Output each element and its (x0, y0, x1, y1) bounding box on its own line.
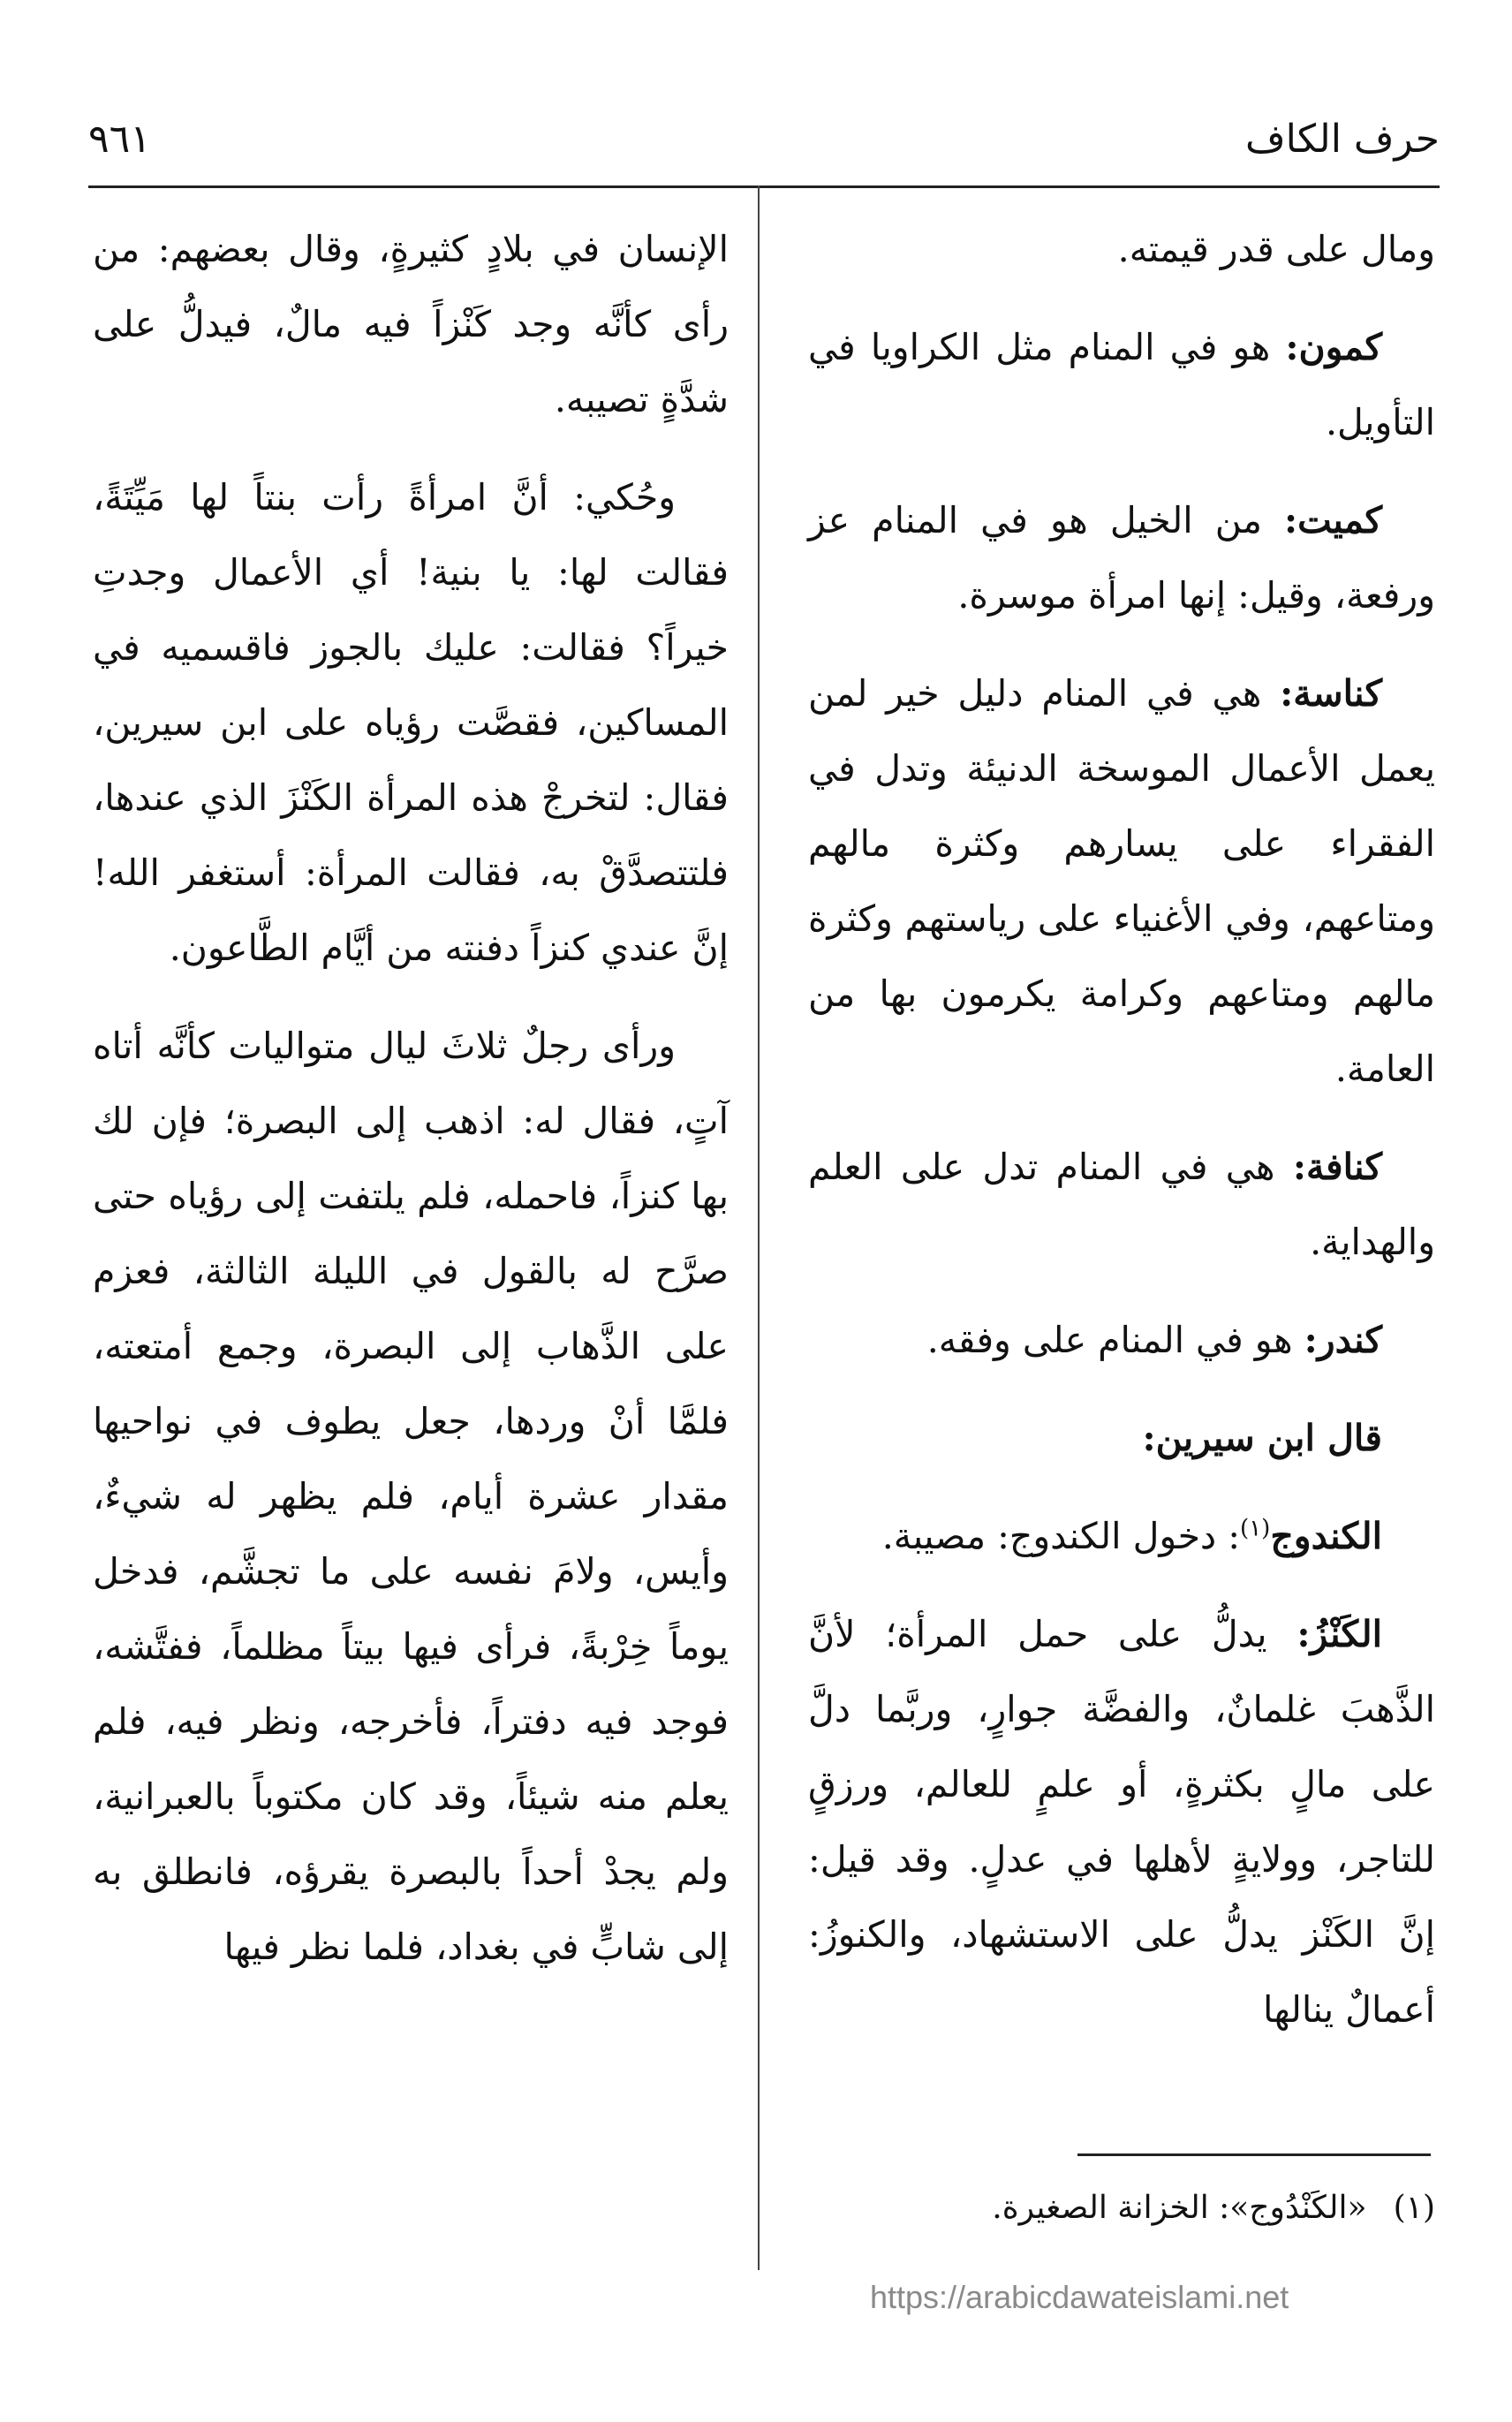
paragraph (93, 212, 729, 437)
entry-head: الكَنْزُ: (1297, 1613, 1382, 1655)
entry-text: هي في المنام تدل على العلم والهداية. (808, 1146, 1435, 1263)
entry-text: من الخيل هو في المنام عز ورفعة، وقيل: إنها امرأة موسرة. (808, 499, 1435, 617)
footnote-text: «الكَنْدُوج»: الخزانة الصغيرة. (992, 2190, 1367, 2226)
footnote-number: (١) (1393, 2190, 1435, 2226)
paragraph (808, 212, 1435, 287)
entry-head: كندر: (1304, 1319, 1382, 1361)
paragraph-text: وحُكي: أنَّ امرأةً رأت بنتاً لها مَيِّتَةً، فقالت لها: يا بنية! أي الأعمال وجدتِ خيراً؟ فقالت: عليك بالجوز فاقسميه في المساكين، فقصَّت رؤياه على ابن سيرين، فقال: لتخرجْ هذه المرأة الكَنْزَ الذي عندها، فلتتصدَّقْ به، فقالت المرأة: أستغفر الله! إنَّ عندي كنزاً دفنته من أيَّام الطَّاعون. (93, 476, 729, 969)
entry-head: كناسة: (1280, 672, 1382, 715)
entry-head: كمون: (1285, 326, 1382, 368)
paragraph-text: الإنسان في بلادٍ كثيرةٍ، وقال بعضهم: من رأى كأنَّه وجد كَنْزاً فيه مالٌ، فيدلُّ على شدَّةٍ تصيبه. (93, 228, 729, 420)
footnote (795, 2182, 1435, 2235)
entry-kanduj (808, 1499, 1435, 1574)
paragraph-text: ومال على قدر قيمته. (1117, 228, 1435, 270)
entry-kammun (808, 310, 1435, 460)
chapter-title: حرف الكاف (1244, 117, 1440, 162)
entry-kunafa (808, 1130, 1435, 1280)
header-rule (88, 185, 1440, 188)
entry-head: الكندوج (1270, 1515, 1382, 1557)
column-divider (758, 185, 760, 2270)
entry-kumait (808, 483, 1435, 633)
paragraph-text: ورأى رجلٌ ثلاثَ ليال متواليات كأنَّه أتاه آتٍ، فقال له: اذهب إلى البصرة؛ فإن لك بها كنزاً، فاحمله، فلم يلتفت إلى رؤياه حتى صرَّح له بالقول في الليلة الثالثة، فعزم على الذَّهاب إلى البصرة، وجمع أمتعته، فلمَّا أنْ وردها، جعل يطوف في نواحيها مقدار عشرة أيام، فلم يظهر له شيءٌ، وأيس، ولامَ نفسه على ما تجشَّم، فدخل يوماً خِرْبةً، فرأى فيها بيتاً مظلماً، ففتَّشه، فوجد فيه دفتراً، فأخرجه، ونظر فيه، فلم يعلم منه شيئاً، وقد كان مكتوباً بالعبرانية، ولم يجدْ أحداً بالبصرة يقرؤه، فانطلق به إلى شابٍّ في بغداد، فلما نظر فيها (93, 1025, 729, 1968)
entry-text: هو في المنام على وفقه. (926, 1319, 1304, 1361)
entry-text: هي في المنام دليل خير لمن يعمل الأعمال الموسخة الدنيئة وتدل في الفقراء على يسارهم وكثرة مالهم ومتاعهم، وفي الأغنياء على رياستهم وكثرة مالهم ومتاعهم وكرامة يكرمون بها من العامة. (808, 672, 1435, 1090)
entry-kunasa (808, 656, 1435, 1107)
footnote-rule (1077, 2153, 1431, 2156)
entry-text: : دخول الكندوج: مصيبة. (881, 1515, 1241, 1557)
watermark-url: https://arabicdawateislami.net (870, 2279, 1289, 2315)
entry-ibn-sirin (808, 1401, 1435, 1476)
entry-head: كنافة: (1292, 1146, 1382, 1188)
entry-kanz (808, 1597, 1435, 2047)
page-number: ٩٦١ (88, 117, 151, 162)
page-header (88, 104, 1440, 175)
entry-kundur (808, 1303, 1435, 1378)
left-column (93, 212, 729, 1985)
paragraph (93, 1009, 729, 1985)
paragraph (93, 460, 729, 986)
footnote-marker: (١) (1240, 1515, 1271, 1542)
entry-text: هو في المنام مثل الكراويا في التأويل. (808, 326, 1435, 443)
entry-head: كميت: (1284, 499, 1382, 541)
entry-head: قال ابن سيرين: (1142, 1417, 1382, 1459)
right-column (808, 212, 1435, 2047)
entry-text: يدلُّ على حمل المرأة؛ لأنَّ الذَّهبَ غلمانٌ، والفضَّة جوارٍ، وربَّما دلَّ على مالٍ بكثرةٍ، أو علمٍ للعالم، ورزقٍ للتاجر، وولايةٍ لأهلها في عدلٍ. وقد قيل: إنَّ الكَنْز يدلُّ على الاستشهاد، والكنوزُ: أعمالٌ ينالها (808, 1613, 1435, 2031)
